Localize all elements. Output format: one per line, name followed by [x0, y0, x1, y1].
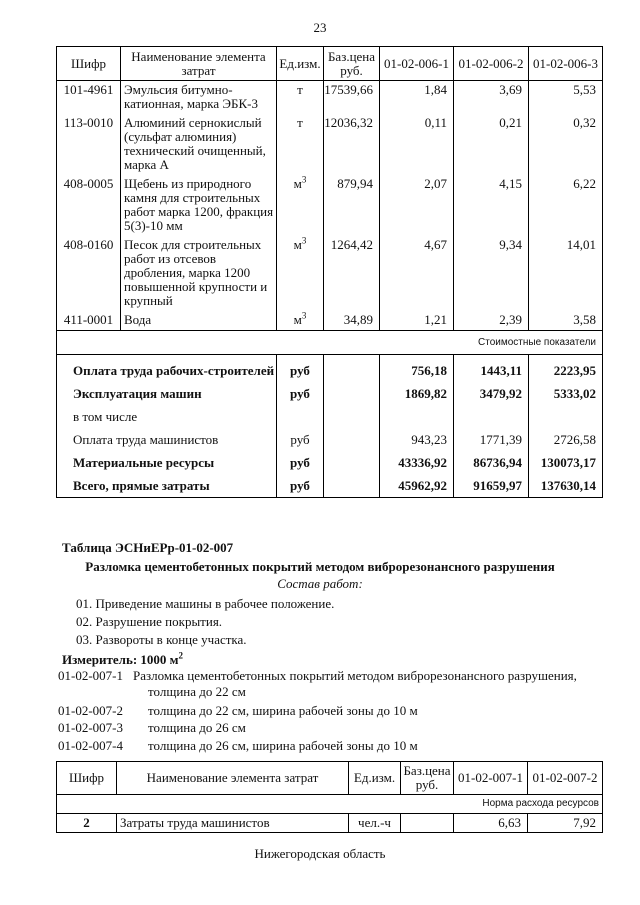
header-variant-1: 01-02-007-1 [454, 762, 528, 795]
work-item: 01. Приведение машины в рабочее положение. [76, 596, 335, 611]
summary-row [57, 382, 603, 405]
summary-value-3 [529, 405, 603, 428]
section-label-norm: Норма расхода ресурсов [57, 795, 603, 814]
variant-code: 01-02-007-1 [58, 668, 123, 683]
header-code: Шифр [57, 47, 121, 81]
material-row [57, 81, 603, 115]
summary-name: Эксплуатация машин [57, 382, 277, 405]
summary-unit: руб [277, 451, 324, 474]
material-row [57, 311, 603, 331]
variant-desc: толщина до 22 см, ширина рабочей зоны до 10 м [148, 703, 418, 718]
material-value-1: 0,11 [380, 114, 454, 175]
summary-value-1: 43336,92 [380, 451, 454, 474]
summary-value-2: 91659,97 [454, 474, 529, 498]
summary-value-3: 2726,58 [529, 428, 603, 451]
header-name: Наименование элемента затрат [117, 762, 349, 795]
header-variant-3: 01-02-006-3 [529, 47, 603, 81]
section-row [57, 331, 603, 355]
material-row [57, 175, 603, 236]
row-code: 2 [57, 814, 117, 833]
summary-name: Оплата труда рабочих-строителей [57, 355, 277, 383]
material-value-2: 4,15 [454, 175, 529, 236]
material-name: Вода [121, 311, 277, 331]
summary-value-3: 5333,02 [529, 382, 603, 405]
material-name: Эмульсия битумно-катионная, марка ЭБК-3 [121, 81, 277, 115]
header-price: Баз.цена руб. [324, 47, 380, 81]
material-value-3: 5,53 [529, 81, 603, 115]
summary-unit: руб [277, 474, 324, 498]
row-price [401, 814, 454, 833]
material-unit: т [277, 114, 324, 175]
work-item: 03. Развороты в конце участка. [76, 632, 247, 647]
material-value-3: 6,22 [529, 175, 603, 236]
material-value-2: 2,39 [454, 311, 529, 331]
summary-row [57, 405, 603, 428]
summary-value-1 [380, 405, 454, 428]
header-variant-2: 01-02-006-2 [454, 47, 529, 81]
summary-name: в том числе [57, 405, 277, 428]
summary-price [324, 382, 380, 405]
summary-value-2: 1443,11 [454, 355, 529, 383]
header-unit: Ед.изм. [349, 762, 401, 795]
row-unit: чел.-ч [349, 814, 401, 833]
material-code: 411-0001 [57, 311, 121, 331]
header-variant-1: 01-02-006-1 [380, 47, 454, 81]
measure-unit: Измеритель: 1000 $м^2$ [62, 650, 184, 667]
material-price: 1264,42 [324, 236, 380, 311]
summary-row [57, 474, 603, 498]
material-name: Щебень из природного камня для строительных работ марка 1200, фракция 5(3)-10 мм [121, 175, 277, 236]
summary-value-2: 1771,39 [454, 428, 529, 451]
summary-unit: руб [277, 428, 324, 451]
material-price: 12036,32 [324, 114, 380, 175]
material-price: 879,94 [324, 175, 380, 236]
summary-name: Всего, прямые затраты [57, 474, 277, 498]
summary-unit: руб [277, 382, 324, 405]
summary-price [324, 355, 380, 383]
header-name: Наименование элемента затрат [121, 47, 277, 81]
material-value-3: 0,32 [529, 114, 603, 175]
composition-title: Состав работ: [277, 576, 363, 591]
summary-name: Материальные ресурсы [57, 451, 277, 474]
summary-name: Оплата труда машинистов [57, 428, 277, 451]
material-value-2: 0,21 [454, 114, 529, 175]
summary-price [324, 428, 380, 451]
variant-desc: толщина до 26 см [148, 720, 246, 735]
summary-price [324, 405, 380, 428]
material-unit: $м^3$ [277, 236, 324, 311]
section-heading: Разломка цементобетонных покрытий методом виброрезонансного разрушения [85, 559, 555, 574]
material-value-3: 3,58 [529, 311, 603, 331]
material-name: Песок для строительных работ из отсевов дробления, марка 1200 повышенной крупности и крупный [121, 236, 277, 311]
summary-value-2: 3479,92 [454, 382, 529, 405]
material-code: 408-0160 [57, 236, 121, 311]
summary-unit [277, 405, 324, 428]
material-name: Алюминий сернокислый (сульфат алюминия) технический очищенный, марка А [121, 114, 277, 175]
material-price: 34,89 [324, 311, 380, 331]
table-title: Таблица ЭСНиЕРр-01-02-007 [62, 540, 234, 555]
summary-row [57, 451, 603, 474]
material-code: 408-0005 [57, 175, 121, 236]
summary-value-3: 130073,17 [529, 451, 603, 474]
summary-value-2 [454, 405, 529, 428]
summary-value-1: 756,18 [380, 355, 454, 383]
material-code: 101-4961 [57, 81, 121, 115]
material-value-1: 4,67 [380, 236, 454, 311]
material-value-2: 9,34 [454, 236, 529, 311]
material-code: 113-0010 [57, 114, 121, 175]
page-number: 23 [313, 20, 327, 35]
material-value-3: 14,01 [529, 236, 603, 311]
variant-code: 01-02-007-2 [58, 703, 123, 718]
labor-row [57, 814, 603, 833]
material-unit: т [277, 81, 324, 115]
summary-row [57, 428, 603, 451]
summary-value-3: 137630,14 [529, 474, 603, 498]
material-value-1: 1,21 [380, 311, 454, 331]
footer-region: Нижегородская область [254, 846, 386, 861]
material-price: 17539,66 [324, 81, 380, 115]
resources-table-007 [56, 761, 603, 833]
summary-value-1: 1869,82 [380, 382, 454, 405]
row-value-2: 7,92 [528, 814, 603, 833]
work-item: 02. Разрушение покрытия. [76, 614, 223, 629]
variant-code: 01-02-007-3 [58, 720, 123, 735]
material-value-1: 1,84 [380, 81, 454, 115]
summary-row [57, 355, 603, 383]
resources-table-006 [56, 46, 603, 498]
material-unit: $м^3$ [277, 311, 324, 331]
variant-code: 01-02-007-4 [58, 738, 123, 753]
section-row [57, 795, 603, 814]
header-price: Баз.цена руб. [401, 762, 454, 795]
section-label-cost: Стоимостные показатели [57, 331, 603, 355]
header-code: Шифр [57, 762, 117, 795]
summary-value-1: 943,23 [380, 428, 454, 451]
header-unit: Ед.изм. [277, 47, 324, 81]
variant-desc-cont: толщина до 22 см [148, 684, 246, 699]
summary-price [324, 451, 380, 474]
header-variant-2: 01-02-007-2 [528, 762, 603, 795]
summary-price [324, 474, 380, 498]
material-value-1: 2,07 [380, 175, 454, 236]
variant-desc: толщина до 26 см, ширина рабочей зоны до 10 м [148, 738, 418, 753]
variant-desc: Разломка цементобетонных покрытий методом виброрезонансного разрушения, [133, 668, 577, 683]
material-unit: $м^3$ [277, 175, 324, 236]
row-value-1: 6,63 [454, 814, 528, 833]
summary-value-3: 2223,95 [529, 355, 603, 383]
summary-unit: руб [277, 355, 324, 383]
material-value-2: 3,69 [454, 81, 529, 115]
summary-value-2: 86736,94 [454, 451, 529, 474]
material-row [57, 114, 603, 175]
summary-value-1: 45962,92 [380, 474, 454, 498]
material-row [57, 236, 603, 311]
row-name: Затраты труда машинистов [117, 814, 349, 833]
